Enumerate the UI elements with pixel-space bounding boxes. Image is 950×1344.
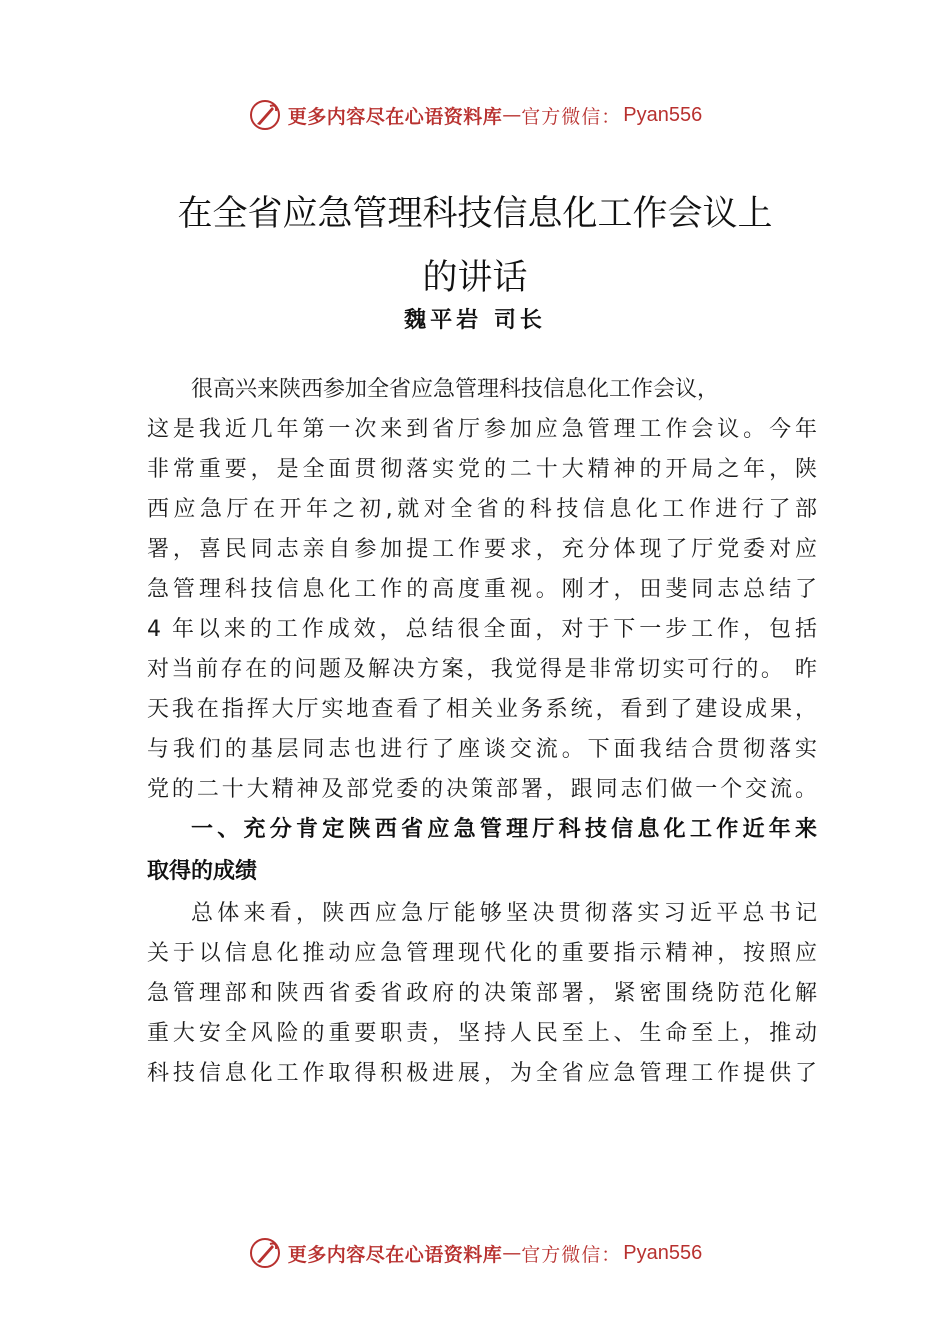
paragraph-1-line: 署，喜民同志亲自参加提工作要求，充分体现了厅党委对应 [147,537,817,562]
section-heading-1-cont: 取得的成绩 [147,859,258,884]
page-title-line-1: 在全省应急管理科技信息化工作会议上 [177,194,773,234]
footer-banner [0,1233,950,1273]
banner-dash: — [502,104,522,126]
banner-red-text: 更多内容尽在心语资料库 [287,105,503,128]
paragraph-2-line: 总体来看，陕西应急厅能够坚决贯彻落实习近平总书记 [191,901,817,926]
paragraph-1-line: 西应急厅在开年之初,就对全省的科技信息化工作进行了部 [147,497,817,522]
paragraph-2-line: 科技信息化工作取得积极进展，为全省应急管理工作提供了 [147,1061,817,1086]
banner-wechat-id: Pyan556 [623,103,703,126]
banner-wechat-label: 官方微信： [521,1243,622,1266]
paragraph-2-line: 重大安全风险的重要职责，坚持人民至上、生命至上，推动 [147,1021,817,1046]
paragraph-1-line: 对当前存在的问题及解决方案，我觉得是非常切实可行的。 昨 [147,657,817,682]
paragraph-1-line: 很高兴来陕西参加全省应急管理科技信息化工作会议， [191,377,720,402]
banner-red-text: 更多内容尽在心语资料库 [287,1243,503,1266]
quill-logo-icon [248,98,282,132]
author-line: 魏平岩 司长 [404,307,546,333]
banner-wechat-label: 官方微信： [521,105,622,128]
paragraph-1-line: 4 年以来的工作成效，总结很全面，对于下一步工作，包括 [147,617,817,642]
paragraph-2-line: 关于以信息化推动应急管理现代化的重要指示精神，按照应 [147,941,817,966]
paragraph-1-line: 天我在指挥大厅实地查看了相关业务系统，看到了建设成果， [147,697,817,722]
page-title-line-2: 的讲话 [422,258,528,298]
paragraph-1-line: 党的二十大精神及部党委的决策部署，跟同志们做一个交流。 [147,777,817,802]
paragraph-1-line: 这是我近几年第一次来到省厅参加应急管理工作会议。今年 [147,417,817,442]
header-banner [0,95,950,135]
section-heading-1: 一、充分肯定陕西省应急管理厅科技信息化工作近年来 [191,817,817,842]
paragraph-2-line: 急管理部和陕西省委省政府的决策部署，紧密围绕防范化解 [147,981,817,1006]
banner-wechat-id: Pyan556 [623,1241,703,1264]
paragraph-1-line: 急管理科技信息化工作的高度重视。刚才，田斐同志总结了 [147,577,817,602]
banner-dash: — [502,1242,522,1264]
quill-logo-icon [248,1236,282,1270]
paragraph-1-line: 与我们的基层同志也进行了座谈交流。下面我结合贯彻落实 [147,737,817,762]
paragraph-1-line: 非常重要，是全面贯彻落实党的二十大精神的开局之年，陕 [147,457,817,482]
